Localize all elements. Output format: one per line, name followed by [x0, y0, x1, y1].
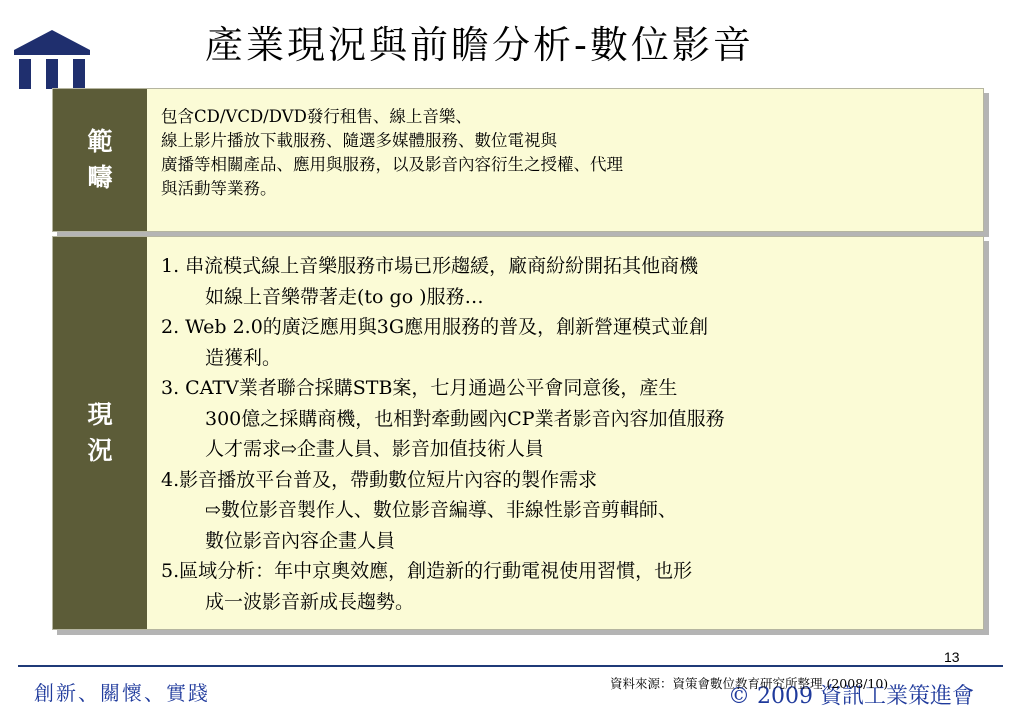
status-line: 成一波影音新成長趨勢。: [205, 590, 415, 613]
status-line: ⇨數位影音製作人、數位影音編導、非線性影音剪輯師、: [205, 499, 677, 521]
footer-slogan: 創新、關懷、實踐: [34, 681, 210, 705]
status-side-panel: [53, 237, 147, 629]
scope-side-panel: [53, 89, 147, 231]
scope-panel: [52, 88, 984, 232]
status-line: 如線上音樂帶著走(to go )服務…: [205, 285, 484, 308]
scope-line: 廣播等相關產品、應用與服務，以及影音內容衍生之授權、代理: [161, 155, 623, 174]
status-line: 造獲利。: [205, 346, 282, 369]
status-content: [161, 251, 973, 617]
iii-logo-icon: [12, 28, 92, 92]
scope-line: 線上影片播放下載服務、隨選多媒體服務、數位電視與: [161, 131, 557, 150]
status-line: 數位影音內容企畫人員: [205, 529, 396, 552]
status-label: 現況: [87, 400, 113, 465]
scope-label: 範疇: [87, 127, 113, 192]
scope-line: 與活動等業務。: [161, 179, 277, 198]
status-line: 300億之採購商機，也相對牽動國內CP業者影音內容加值服務: [205, 407, 725, 430]
status-line: 5.區域分析：年中京奧效應，創造新的行動電視使用習慣，也形: [161, 560, 693, 582]
status-line: 3. CATV業者聯合採購STB案，七月通過公平會同意後，產生: [161, 377, 678, 399]
source-note: 資料來源：資策會數位教育研究所整理 (2008/10): [610, 676, 889, 691]
page-title: 產業現況與前瞻分析-數位影音: [205, 23, 754, 67]
scope-line: 包含CD/VCD/DVD發行租售、線上音樂、: [161, 107, 472, 126]
footer-divider: [18, 665, 1003, 667]
status-line: 人才需求⇨企畫人員、影音加值技術人員: [205, 438, 544, 460]
status-line: 1. 串流模式線上音樂服務市場已形趨緩，廠商紛紛開拓其他商機: [161, 255, 699, 277]
status-line: 2. Web 2.0的廣泛應用與3G應用服務的普及，創新營運模式並創: [161, 316, 709, 338]
copyright-text: © 2009 資訊工業策進會: [728, 684, 974, 709]
page-number: 13: [944, 649, 960, 665]
status-line: 4.影音播放平台普及，帶動數位短片內容的製作需求: [161, 468, 598, 491]
status-panel: [52, 236, 984, 630]
scope-content: [161, 105, 973, 201]
